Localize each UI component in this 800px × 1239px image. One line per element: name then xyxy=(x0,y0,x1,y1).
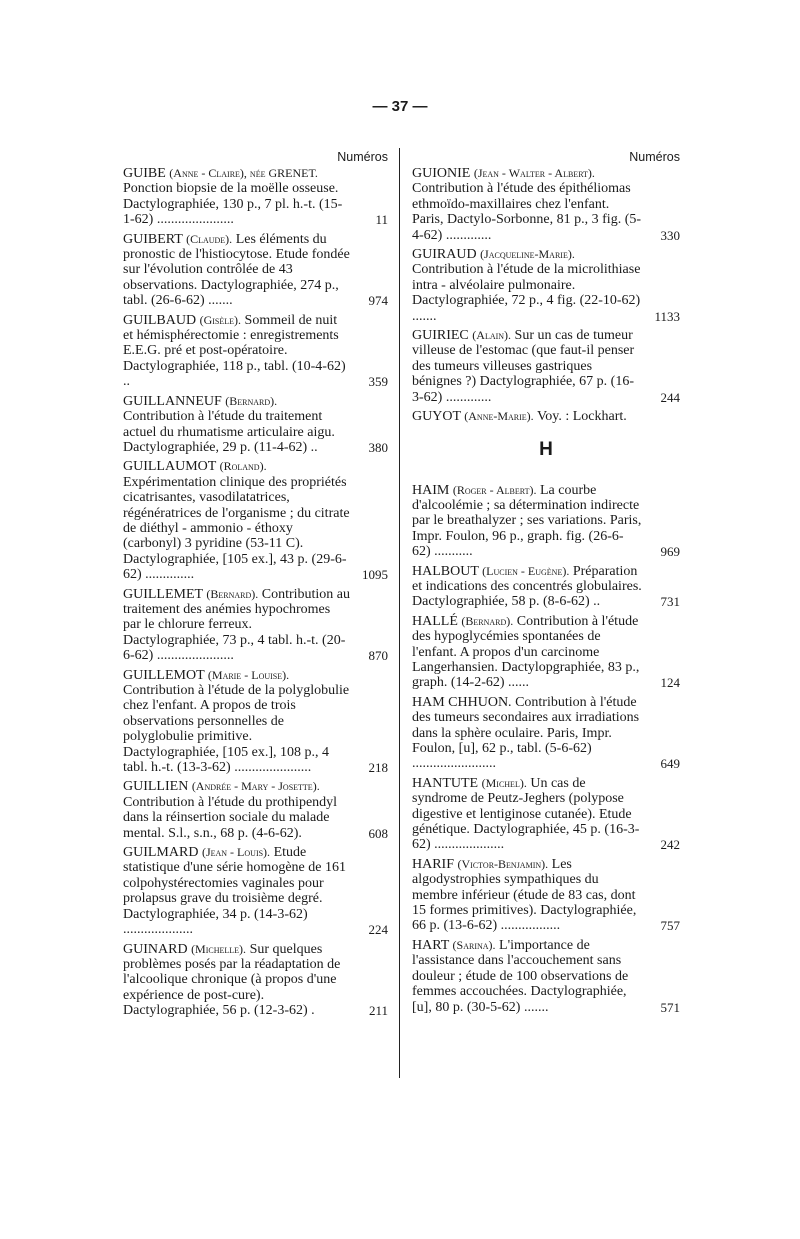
index-entry xyxy=(412,857,680,934)
entry-given-name: (Victor-Benjamin). xyxy=(457,856,549,871)
entry-given-name: (Anne - Claire), née GRENET. xyxy=(169,166,318,180)
entry-description: Un cas de syndrome de Peutz-Jeghers (polypose digestive et lentiginose cutanée). Etude génétique. Dactylographiée, 45 p. (16-3-62) .................... xyxy=(412,775,640,853)
entry-author-name: HARIF xyxy=(412,856,455,872)
entry-given-name: (Michel). xyxy=(481,775,527,790)
entry-author-name: GUILMARD xyxy=(123,845,199,861)
entry-number: 731 xyxy=(660,594,680,610)
entry-given-name: (Roger - Albert). xyxy=(452,482,537,497)
entry-description: Contribution à l'étude des hypoglycémies spontanées de l'enfant. A propos d'un carcinome Langerhansien. Dactylopgraphiée, 83 p., graph. (14-2-62) ...... xyxy=(412,613,640,691)
entry-number: 870 xyxy=(368,648,388,664)
entry-description: Contribution à l'étude de la polyglobulie chez l'enfant. A propos de trois observations personnelles de polyglobulie primitive. Dactylographiée, [105 ex.], 108 p., 4 tabl. h.-t. (13-3-62) ...................... xyxy=(123,683,350,776)
entry-given-name: (Anne-Marie). xyxy=(464,409,534,424)
entry-number: 11 xyxy=(375,212,388,228)
entry-author-name: GUILLANNEUF xyxy=(123,393,222,409)
entry-number: 649 xyxy=(660,756,680,772)
entry-description: Les éléments du pronostic de l'histiocytose. Etude fondée sur l'évolution contrôlée de 43 observations. Dactylographiée, 274 p., tabl. (26-6-62) ....... xyxy=(123,231,350,309)
index-entry xyxy=(123,845,388,937)
entry-given-name: (Claude). xyxy=(186,231,233,246)
entry-author-name: HAM CHHUON. xyxy=(412,694,512,710)
entry-number: 359 xyxy=(368,374,388,390)
entry-given-name: (Jean - Walter - Albert). xyxy=(473,166,595,180)
entry-given-name: (Michelle). xyxy=(191,941,247,956)
entry-given-name: (Lucien - Eugène). xyxy=(482,563,570,578)
entry-description: Sommeil de nuit et hémisphérectomie : enregistrements E.E.G. pré et post-opératoire. Dactylographiée, 118 p., tabl. (10-4-62) .. xyxy=(123,312,346,390)
entry-author-name: GUILLEMET xyxy=(123,586,203,602)
entry-description: Voy. : Lockhart. xyxy=(536,409,627,425)
index-entry xyxy=(123,779,388,841)
entry-given-name: (Sarina). xyxy=(452,937,496,952)
entry-number: 218 xyxy=(368,760,388,776)
entry-given-name: (Andrée - Mary - Josette). xyxy=(191,779,320,794)
index-entry xyxy=(123,942,388,1019)
index-entry xyxy=(123,587,388,664)
entry-description: Contribution au traitement des anémies hypochromes par le chlorure ferreux. Dactylographiée, 73 p., 4 tabl. h.-t. (20-6-62) ...................... xyxy=(123,586,351,664)
entry-given-name: (Roland). xyxy=(219,459,267,474)
index-entry xyxy=(412,247,680,324)
right-column xyxy=(412,148,680,1019)
entry-given-name: (Bernard). xyxy=(225,393,278,408)
index-entry xyxy=(412,166,680,243)
entry-description: Sur quelques problèmes posés par la réadaptation de l'alcoolique chronique (à propos d'une expérience de post-cure). Dactylographiée, 56 p. (12-3-62) . xyxy=(123,941,341,1019)
entry-number: 330 xyxy=(660,227,680,243)
index-entry xyxy=(412,695,680,772)
entry-description: Contribution à l'étude des épithéliomas ethmoïdo-maxillaires chez l'enfant. Paris, Dactylo-Sorbonne, 81 p., 3 fig. (5-4-62) ............. xyxy=(412,181,642,243)
entry-number: 242 xyxy=(660,837,680,853)
entry-given-name: (Jacqueline-Marie). xyxy=(480,247,575,262)
index-entry xyxy=(412,938,680,1015)
entry-given-name: (Marie - Louise). xyxy=(207,667,290,682)
column-divider xyxy=(399,148,400,1078)
index-entry xyxy=(123,313,388,390)
entry-description: Contribution à l'étude du prothipendyl dans la réinsertion sociale du malade mental. S.l., s.n., 68 p. (4-6-62). xyxy=(123,794,338,841)
entry-given-name: (Bernard). xyxy=(206,586,259,601)
entry-author-name: GUIONIE xyxy=(412,166,471,181)
entry-author-name: HALBOUT xyxy=(412,563,479,579)
entry-author-name: GUIBE xyxy=(123,166,166,181)
entry-author-name: HANTUTE xyxy=(412,775,479,791)
entry-author-name: HAIM xyxy=(412,482,450,498)
entry-number: 1133 xyxy=(654,308,680,324)
entry-description: Expérimentation clinique des propriétés cicatrisantes, vasodilatatrices, régénératrices de l'organisme ; du citrate de diéthyl - ammonio - éthoxy (carbonyl) 3 pyridine (53-11 C). Dactylographiée, [105 ex.], 43 p. (29-6-62) .............. xyxy=(123,474,350,583)
entry-given-name: (Alain). xyxy=(472,328,512,343)
entry-number: 571 xyxy=(660,999,680,1015)
index-entry xyxy=(412,483,680,560)
entry-author-name: GUIBERT xyxy=(123,231,183,247)
left-entry-list xyxy=(123,166,388,1019)
index-entry xyxy=(123,394,388,456)
entry-description: Les algodystrophies sympathiques du membre inférieur (étude de 83 cas, dont 15 formes primitives). Dactylographiée, 66 p. (13-6-62) ................. xyxy=(412,856,637,934)
entry-number: 380 xyxy=(368,439,388,455)
index-entry xyxy=(412,614,680,691)
entry-description: La courbe d'alcoolémie ; sa détermination indirecte par le breathalyzer ; ses variations. Paris, Impr. Foulon, 96 p., graph. fig. (26-6-62) ........... xyxy=(412,482,642,560)
index-entry xyxy=(123,668,388,776)
entry-author-name: GUILLEMOT xyxy=(123,667,205,683)
entry-given-name: (Gisèle). xyxy=(199,312,242,327)
index-entry xyxy=(123,166,388,228)
entry-number: 244 xyxy=(660,389,680,405)
entry-number: 124 xyxy=(660,675,680,691)
right-entry-list-g xyxy=(412,166,680,425)
index-entry xyxy=(412,409,680,424)
entry-number: 974 xyxy=(368,293,388,309)
entry-number: 757 xyxy=(660,918,680,934)
entry-number: 969 xyxy=(660,544,680,560)
entry-author-name: GUILLAUMOT xyxy=(123,459,217,475)
entry-author-name: GUIRIEC xyxy=(412,328,469,344)
entry-author-name: GUILBAUD xyxy=(123,312,197,328)
index-entry xyxy=(123,459,388,582)
entry-number: 224 xyxy=(368,922,388,938)
page-number: — 37 — xyxy=(372,98,428,115)
letter-heading: H xyxy=(539,438,553,460)
entry-author-name: GUYOT xyxy=(412,409,461,425)
left-column xyxy=(123,148,388,1023)
right-entry-list-h xyxy=(412,483,680,1015)
index-entry xyxy=(412,776,680,853)
left-column-header: Numéros xyxy=(337,150,388,164)
entry-description: Etude statistique d'une série homogène de 161 colpohystérectomies vaginales pour prolapsus grave du troisième degré. Dactylographiée, 34 p. (14-3-62) .................... xyxy=(123,845,346,938)
entry-given-name: (Bernard). xyxy=(461,613,514,628)
entry-author-name: HALLÉ xyxy=(412,613,458,629)
entry-description: Contribution à l'étude des tumeurs secondaires aux irradiations dans la sphère oculaire. Paris, Impr. Foulon, [u], 62 p., tabl. (5-6-62) ........................ xyxy=(412,694,640,772)
entry-given-name: (Jean - Louis). xyxy=(201,845,271,860)
entry-description: L'importance de l'assistance dans l'accouchement sans douleur ; étude de 100 observations de femmes accouchées. Dactylographiée, [u], 80 p. (30-5-62) ....... xyxy=(412,937,629,1015)
entry-description: Sur un cas de tumeur villeuse de l'estomac (que faut-il penser des tumeurs villeuses gastriques bénignes ?) Dactylographiée, 67 p. (16-3-62) ............. xyxy=(412,328,635,405)
index-entry xyxy=(412,328,680,405)
entry-description: Ponction biopsie de la moëlle osseuse. Dactylographiée, 130 p., 7 pl. h.-t. (15-1-62) ...................... xyxy=(123,181,343,228)
entry-number: 1095 xyxy=(362,567,388,583)
entry-author-name: GUIRAUD xyxy=(412,247,477,263)
right-column-header: Numéros xyxy=(629,150,680,164)
entry-author-name: GUILLIEN xyxy=(123,779,189,795)
entry-number: 608 xyxy=(368,825,388,841)
entry-description: Contribution à l'étude de la microlithiase intra - alvéolaire pulmonaire. Dactylographiée, 72 p., 4 fig. (22-10-62) ....... xyxy=(412,262,641,324)
entry-author-name: HART xyxy=(412,937,450,953)
entry-description: Contribution à l'étude du traitement actuel du rhumatisme articulaire aigu. Dactylographiée, 29 p. (11-4-62) .. xyxy=(123,409,335,455)
index-entry xyxy=(412,564,680,610)
index-entry xyxy=(123,232,388,309)
entry-author-name: GUINARD xyxy=(123,941,188,957)
entry-number: 211 xyxy=(368,1003,388,1019)
entry-description: Préparation et indications des concentrés globulaires. Dactylographiée, 58 p. (8-6-62) .. xyxy=(412,563,642,610)
